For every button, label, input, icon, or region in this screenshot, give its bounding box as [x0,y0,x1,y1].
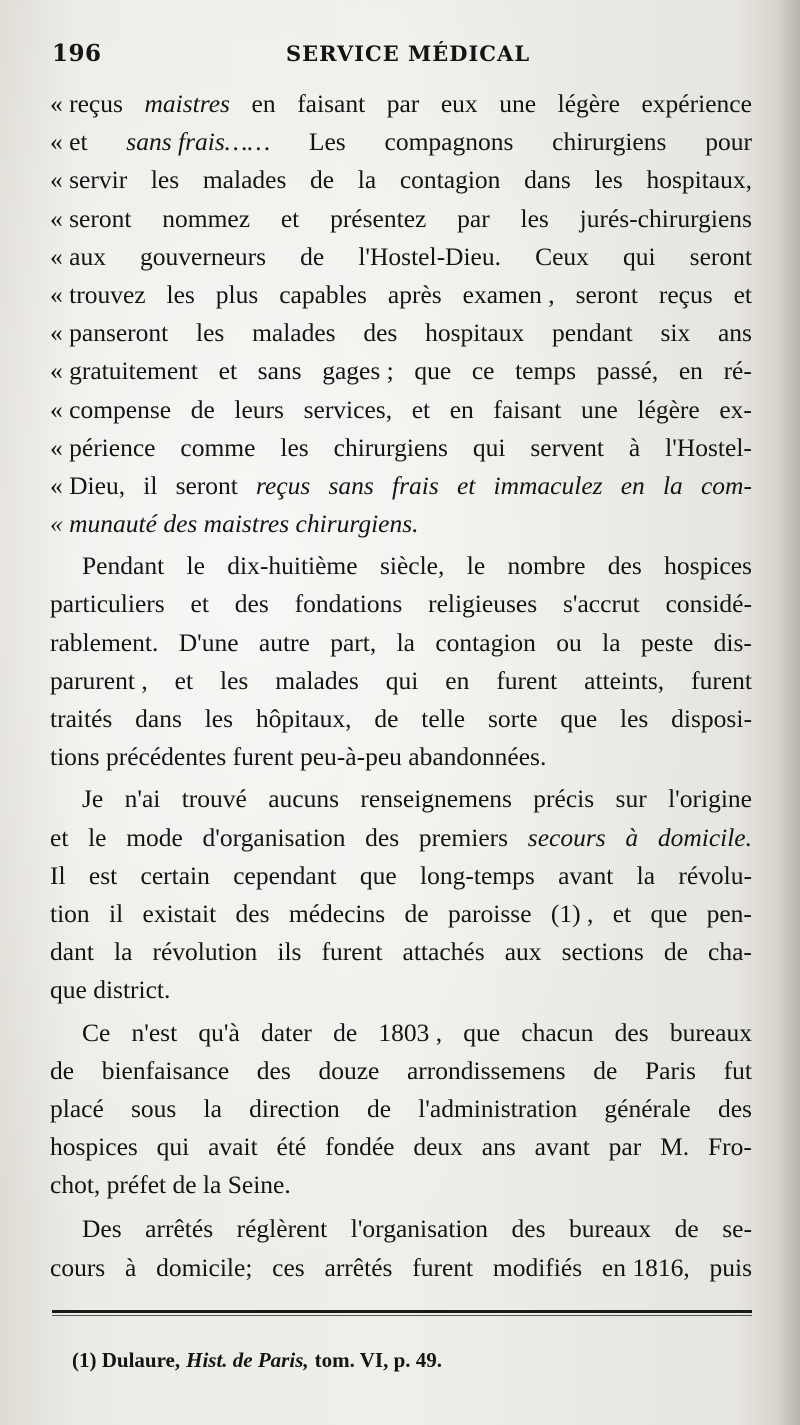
text-word: sans [257,356,302,386]
text-word: révolu- [678,860,752,890]
text-line [50,467,752,505]
text-word: part, [330,627,377,657]
text-line [50,314,752,352]
text-word: fondée [325,1132,395,1162]
text-word: en [449,394,474,424]
footnote-part: Hist. de Paris, [186,1348,309,1372]
text-word: domicile. [657,822,752,852]
text-word: avant [558,860,614,890]
text-word: été [276,1132,307,1162]
text-word: Paris [644,1055,696,1085]
text-word: Fro- [707,1132,752,1162]
text-word: reçus [658,279,713,309]
text-word: « trouvez [50,279,146,309]
text-word: attachés [402,937,485,967]
text-word: de [404,898,429,928]
text-word: d'organisation [202,822,346,852]
text-word: six [660,318,691,348]
text-word: deux [413,1132,463,1162]
text-word: par [386,89,420,118]
text-word: eux [440,89,478,118]
text-word: com- [700,470,752,500]
text-word: Je [82,784,104,814]
text-word: premiers [418,822,509,852]
text-word: générale [604,1093,691,1123]
text-line [50,933,752,971]
text-line [50,662,752,700]
text-word: ans [717,318,752,348]
text-word: l'Hostel-Dieu. [358,241,502,271]
text-word: fondations [294,589,403,619]
text-word: ils [277,937,302,967]
text-word: secours [527,822,606,852]
text-word: seront [175,470,238,500]
text-word: les [220,665,249,695]
text-word: et [174,665,194,695]
text-word: (1) , [550,898,594,928]
text-word: se- [722,1214,752,1244]
text-word: la [602,627,621,657]
text-word: « gratuitement [50,356,198,386]
text-word: avant [534,1132,590,1162]
text-word: et [612,898,632,928]
text-line [50,123,752,161]
text-word: frais [392,470,439,500]
text-word: n'ai [124,784,161,814]
text-word: « reçus [50,89,123,118]
text-word: « panseront [50,318,169,348]
text-word: ans [481,1132,516,1162]
text-line [50,585,752,623]
text-word: tion [50,898,90,928]
footnote [72,1348,448,1373]
text-line [50,624,752,662]
text-word: il [109,898,124,928]
text-word: les [166,279,195,309]
text-word: pendant [552,318,633,348]
text-word: sorte [487,704,538,733]
text-word: précis [533,784,595,814]
text-word: une [499,89,537,118]
text-word: l'organisation [350,1214,489,1244]
text-word: « munauté des maistres chirurgiens. [50,509,419,539]
text-word: M. [660,1132,690,1162]
text-word: les [204,704,234,733]
text-word: ce [471,356,495,386]
text-word: faisant [297,89,366,118]
text-line [50,429,752,467]
text-word: de [593,1055,618,1085]
text-word: mode [126,822,183,852]
text-word: gouverneurs [140,241,267,271]
text-word: Les [308,127,346,157]
text-word: la [357,165,377,195]
text-word: sans [328,470,374,500]
text-word: arrondissemens [406,1055,566,1085]
text-word: qui [623,241,656,271]
text-word: le [186,551,205,581]
text-word: servent [530,432,604,462]
footnote-part: (1) Dulaure, [72,1348,181,1372]
text-word: la [636,860,656,890]
text-word: une [581,394,618,424]
text-word: atteints, [584,665,665,695]
text-word: D'une [178,627,239,657]
text-word: tions précédentes furent peu-à-peu abandonnées. [50,742,547,772]
text-word: rablement. [50,627,159,657]
text-word: les [196,318,225,348]
text-word: sans frais…… [126,127,271,157]
text-word: faisant [493,394,562,424]
text-line [50,895,752,933]
text-word: dis- [713,627,752,657]
text-word: ex- [719,394,752,424]
text-word: hospices [50,1132,138,1162]
text-word: plus [215,279,259,309]
page-header [52,38,750,78]
text-word: Pendant [82,551,165,581]
text-word: disposi- [671,704,752,733]
text-word: légère [637,394,700,424]
text-word: de [674,1214,699,1244]
text-line [50,547,752,585]
text-word: compagnons [384,127,514,157]
text-word: furent [496,665,558,695]
text-word: religieuses [428,589,538,619]
text-word: des [234,589,269,619]
text-word: hôpitaux, [255,704,352,733]
text-word: pour [705,127,752,157]
text-word: chirurgiens [333,432,448,462]
text-word: la [203,1093,222,1123]
text-word: des [511,1214,546,1244]
text-word: en [251,89,276,118]
text-word: arrêtés [145,1214,214,1244]
text-word: à [625,822,639,852]
text-word: chot, préfet de la Seine. [50,1170,291,1200]
text-word: expérience [641,89,752,118]
text-line [50,1014,752,1052]
text-word: placé [50,1093,104,1123]
text-word: direction [249,1093,340,1123]
text-word: traités [50,704,113,733]
text-word: aux [504,937,542,967]
page-number: 196 [52,40,102,67]
text-word: de [300,241,325,271]
text-word: furent [412,1252,474,1282]
text-word: avait [208,1132,258,1162]
text-word: des [235,898,270,928]
text-word: des [614,1017,649,1047]
text-word: qui [156,1132,190,1162]
text-word: en 1816, [601,1252,690,1282]
text-word: nombre [507,551,586,581]
text-word: en [620,470,645,500]
text-word: bureaux [669,1017,752,1047]
text-word: seront [575,279,638,309]
text-word: ré- [723,356,752,386]
text-word: trouvé [181,784,247,814]
text-word: domicile; [156,1252,253,1282]
text-word: seront [689,241,752,271]
text-word: « compense [50,394,172,424]
text-word: les [594,165,623,195]
text-word: passé, [596,356,659,386]
text-word: qui [472,432,506,462]
text-word: les [150,165,180,195]
text-word: en [445,665,470,695]
text-word: malades [252,318,336,348]
text-word: révolution [152,937,258,967]
text-word: contagion [399,165,501,195]
text-word: fut [723,1055,752,1085]
text-line [50,200,752,238]
text-word: est [88,860,118,890]
text-word: et [50,822,69,852]
text-word: certain [140,860,210,890]
text-word: des [363,318,398,348]
text-word: services, [303,394,393,424]
text-word: paroisse [447,898,532,928]
text-word: de [310,165,335,195]
text-word: contagion [435,627,536,657]
text-word: examen , [462,279,555,309]
text-word: autre [258,627,310,657]
text-word: malades [202,165,287,195]
text-word: parurent , [50,665,148,695]
text-word: modifiés [492,1252,583,1282]
text-word: que [414,356,452,386]
page-edge-shadow [778,0,800,1425]
text-word: à [125,1252,137,1282]
text-word: long-temps [420,860,535,890]
text-word: les [620,704,649,733]
text-word: pen- [706,898,752,928]
footnote-rule-thin [52,1315,752,1316]
text-word: de [333,1017,358,1047]
text-word: l'Hostel- [665,432,752,462]
text-word: existait [142,898,217,928]
text-word: jurés-chirurgiens [579,203,752,233]
text-word: furent [321,937,383,967]
text-word: « périence [50,432,156,462]
text-line [50,971,752,1009]
text-word: hospices [664,551,752,581]
footnote-rule [52,1310,752,1313]
text-word: que [560,704,598,733]
text-line [50,1128,752,1166]
text-word: après [387,279,442,309]
text-word: les [280,432,309,462]
text-word: « et [50,127,88,157]
text-word: sections [561,937,644,967]
text-line [50,1249,752,1287]
text-line [50,1090,752,1128]
text-word: l'origine [668,784,752,814]
text-word: et [280,203,300,233]
text-word: des [256,1055,291,1085]
text-word: Il [50,860,66,890]
text-word: maistres [144,89,230,118]
text-word: peste [640,627,694,657]
text-word: renseignemens [360,784,512,814]
body-text [50,85,752,1287]
text-word: cependant [233,860,337,890]
text-word: dix-huitième [227,551,358,581]
text-word: Des [82,1214,122,1244]
text-word: dant [50,937,94,967]
text-word: dater [260,1017,312,1047]
text-line [50,738,752,776]
text-word: temps [515,356,576,386]
text-line [50,1166,752,1204]
text-word: à [628,432,641,462]
text-word: cours [50,1252,106,1282]
text-word: malades [275,665,359,695]
text-word: leurs [234,394,284,424]
text-word: « Dieu, [50,470,126,500]
text-line [50,276,752,314]
text-word: siècle, [379,551,445,581]
text-word: « seront [50,203,132,233]
text-word: dans [524,165,571,195]
text-word: douze [318,1055,380,1085]
text-word: bienfaisance [101,1055,230,1085]
text-word: reçus [256,470,311,500]
text-line [50,85,752,123]
footnote-part: tom. VI, p. 49. [314,1348,442,1372]
text-word: ou [556,627,582,657]
text-word: considé- [665,589,752,619]
text-word: le [466,551,486,581]
text-word: cha- [708,937,752,967]
text-line [50,352,752,390]
text-word: des [607,551,642,581]
text-word: immaculez [493,470,603,500]
text-word: s'accrut [562,589,640,619]
text-word: que district. [50,975,171,1005]
text-word: la [396,627,415,657]
text-word: des [365,822,400,852]
text-word: sur [615,784,647,814]
text-word: Ce [82,1017,111,1047]
text-line [50,391,752,429]
text-word: de [190,394,215,424]
text-word: par [608,1132,642,1162]
text-word: et [456,470,476,500]
text-word: que [463,1017,501,1047]
text-word: n'est [131,1017,178,1047]
text-word: telle [421,704,466,733]
text-word: et [218,356,238,386]
text-word: bureaux [569,1214,652,1244]
text-word: il [143,470,158,500]
text-line [50,238,752,276]
text-word: les [520,203,549,233]
text-word: la [113,937,133,967]
text-word: de [50,1055,75,1085]
text-word: et [190,589,209,619]
text-line [50,780,752,818]
text-word: la [662,470,683,500]
text-word: puis [709,1252,752,1282]
text-word: chacun [521,1017,594,1047]
text-word: « servir [50,165,128,195]
text-word: de [366,1093,392,1123]
text-word: Ceux [535,241,589,271]
text-line [50,505,752,543]
text-word: par [457,203,490,233]
text-word: de [663,937,688,967]
text-word: des [717,1093,752,1123]
text-word: comme [180,432,256,462]
text-word: gages ; [322,356,394,386]
text-word: que [359,860,397,890]
text-word: le [88,822,107,852]
text-word: de [374,704,399,733]
text-word: nommez [162,203,251,233]
text-word: sous [130,1093,177,1123]
text-line [50,161,752,199]
text-word: particuliers [50,589,165,619]
text-word: « aux [50,241,106,271]
text-line [50,819,752,857]
text-line [50,857,752,895]
text-word: hospitaux [425,318,525,348]
text-word: l'administration [418,1093,578,1123]
text-word: qu'à [198,1017,240,1047]
text-word: médecins [288,898,386,928]
text-word: furent [691,665,752,695]
text-word: dans [135,704,182,733]
text-word: légère [557,89,620,118]
text-word: présentez [330,203,427,233]
text-word: en [678,356,703,386]
text-word: chirurgiens [552,127,667,157]
text-word: 1803 , [378,1017,443,1047]
text-word: ces [272,1252,305,1282]
text-line [50,1210,752,1248]
text-word: et [411,394,431,424]
text-word: aucuns [268,784,340,814]
text-line [50,1052,752,1090]
text-word: hospitaux, [646,165,752,195]
text-word: réglèrent [236,1214,328,1244]
text-word: et [733,279,752,309]
text-word: qui [385,665,419,695]
text-word: arrêtés [324,1252,393,1282]
text-word: que [650,898,688,928]
running-title: SERVICE MÉDICAL [286,41,531,66]
text-line [50,700,752,738]
text-word: capables [279,279,367,309]
